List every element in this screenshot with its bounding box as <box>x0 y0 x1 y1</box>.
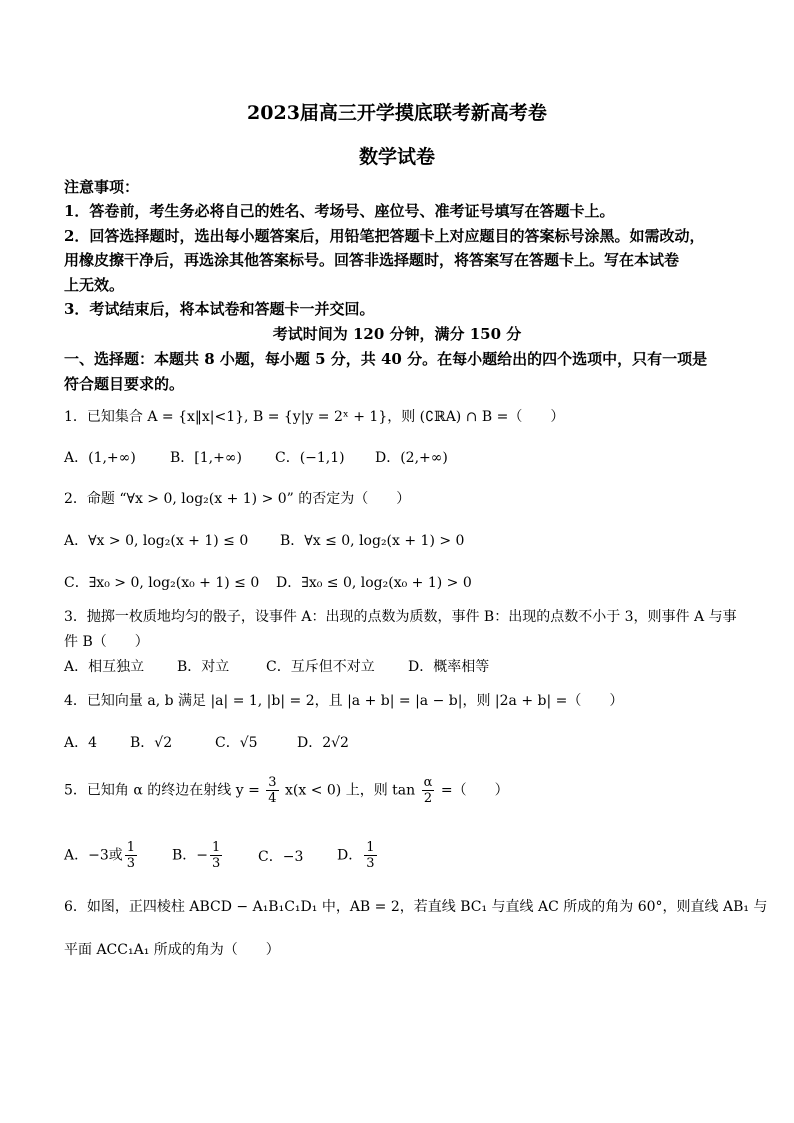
question-3-option-a: A．相互独立 <box>64 659 145 675</box>
question-1-option-d: D．(2,+∞) <box>375 450 448 466</box>
exam-time-line: 考试时间为 120 分钟，满分 150 分 <box>272 325 522 343</box>
question-6-stem-line-1: 6．如图，正四棱柱 ABCD − A₁B₁C₁D₁ 中，AB = 2，若直线 BC₁ 与直线 AC 所成的角为 60°，则直线 AB₁ 与 <box>64 899 768 915</box>
notice-item-2-line-1: 2．回答选择题时，选出每小题答案后，用铅笔把答题卡上对应题目的答案标号涂黑。如需改动， <box>64 227 705 245</box>
exam-title: 2023届高三开学摸底联考新高考卷 <box>247 102 547 124</box>
question-3-stem-line-1: 3．抛掷一枚质地均匀的骰子，设事件 A：出现的点数为质数，事件 B：出现的点数不小于 3，则事件 A 与事 <box>64 609 737 625</box>
question-5-stem-pre: 5．已知角 α 的终边在射线 y = <box>64 782 260 799</box>
question-5-fraction-3-4: $\frac{3}{4}$ <box>268 775 277 806</box>
question-1-option-a: A．(1,+∞) <box>64 450 136 466</box>
question-5-stem-mid: x(x < 0) 上，则 tan <box>285 782 416 799</box>
question-3-option-d: D．概率相等 <box>408 659 490 675</box>
question-2-option-d: D．∃x₀ ≤ 0, log₂(x₀ + 1) > 0 <box>276 575 472 591</box>
question-5-option-d: D． $\frac{1}{3}$ <box>337 840 375 871</box>
fraction-1-3: $\frac{1}{3}$ <box>212 840 221 871</box>
question-5-option-c: C．−3 <box>258 849 304 865</box>
fraction-1-3: $\frac{1}{3}$ <box>126 840 136 871</box>
section-1-heading-line-1: 一、选择题：本题共 8 小题，每小题 5 分，共 40 分。在每小题给出的四个选项中，只有一项是 <box>64 350 708 368</box>
question-4-stem: 4．已知向量 a, b 满足 |a| = 1, |b| = 2，且 |a + b| = |a − b|，则 |2a + b| =（ ） <box>64 693 624 709</box>
fraction-1-3: $\frac{1}{3}$ <box>366 840 375 871</box>
question-4-option-d: D．2√2 <box>297 735 349 751</box>
question-3-option-b: B．对立 <box>177 659 230 675</box>
question-4-option-a: A．4 <box>64 735 98 751</box>
section-1-heading-line-2: 符合题目要求的。 <box>64 375 185 393</box>
notice-item-2-line-2: 用橡皮擦干净后，再选涂其他答案标号。回答非选择题时，将答案写在答题卡上。写在本试卷 <box>64 251 680 269</box>
question-5-option-a: A．−3或 $\frac{1}{3}$ <box>64 840 136 871</box>
question-5-stem-post: =（ ） <box>440 782 509 799</box>
question-6-stem-line-2: 平面 ACC₁A₁ 所成的角为（ ） <box>64 942 280 958</box>
question-4-option-c: C．√5 <box>215 735 258 751</box>
question-5-stem <box>64 775 509 806</box>
question-2-stem: 2．命题 “∀x > 0, log₂(x + 1) > 0” 的否定为（ ） <box>64 491 411 507</box>
question-2-option-c: C．∃x₀ > 0, log₂(x₀ + 1) ≤ 0 <box>64 575 260 591</box>
question-3-option-c: C．互斥但不对立 <box>266 659 375 675</box>
exam-subject: 数学试卷 <box>358 146 435 168</box>
notice-heading: 注意事项： <box>64 178 140 196</box>
question-5-fraction-alpha-2: $\frac{\alpha}{2}$ <box>423 775 433 806</box>
question-1-stem: 1．已知集合 A = {x‖x|<1}, B = {y|y = 2ˣ + 1}，则 (∁ℝA) ∩ B =（ ） <box>64 409 565 425</box>
question-2-option-a: A．∀x > 0, log₂(x + 1) ≤ 0 <box>64 533 249 549</box>
question-3-stem-line-2: 件 B（ ） <box>64 634 149 650</box>
notice-item-3: 3．考试结束后，将本试卷和答题卡一并交回。 <box>64 300 375 318</box>
question-2-option-b: B．∀x ≤ 0, log₂(x + 1) > 0 <box>280 533 465 549</box>
question-4-option-b: B．√2 <box>130 735 173 751</box>
question-5-option-b: B．− $\frac{1}{3}$ <box>172 840 221 871</box>
notice-item-1: 1．答卷前，考生务必将自己的姓名、考场号、座位号、准考证号填写在答题卡上。 <box>64 202 615 220</box>
question-1-option-c: C．(−1,1) <box>275 450 345 466</box>
question-1-option-b: B．[1,+∞) <box>170 450 242 466</box>
notice-item-2-line-3: 上无效。 <box>64 276 125 294</box>
